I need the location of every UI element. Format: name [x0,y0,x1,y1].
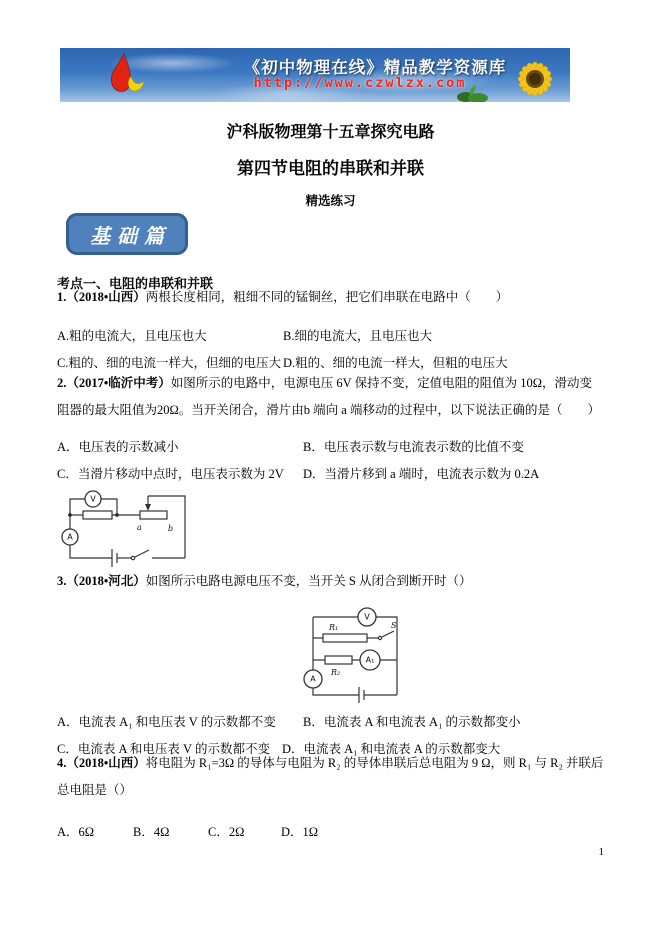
ammeter-label: A [310,674,316,684]
resistor-r1-label: R₁ [329,623,339,632]
option-4a: A．6Ω [57,825,95,839]
option-3d: D．电流表 A₁ 和电流表 A 的示数都变大 [282,742,501,756]
ammeter-a1-label: A₁ [365,655,375,665]
banner-site-title: 《初中物理在线》精品教学资源库 [243,58,507,77]
option-2c: C．当滑片移动中点时，电压表示数为 2V [57,467,284,481]
option-4d: D．1Ω [281,825,319,839]
resistor-r2-symbol [325,656,352,664]
switch-lever [382,631,394,637]
switch-label: S [391,621,397,630]
option-3c: C．电流表 A 和电压表 V 的示数都不变 [57,742,270,756]
question-2-options-row-2 [57,464,604,482]
subtitle: 精选练习 [305,194,356,208]
question-3-options-row-1 [57,712,604,730]
site-banner [60,48,570,102]
question-4-text: 将电阻为 R₁=3Ω 的导体与电阻为 R₂ 的导体串联后总电阻为 9 Ω，则 R₁ 与 R₂ 并联后总电阻是（） [57,756,604,797]
sunflower-icon [502,54,564,102]
page-number: 1 [598,846,604,858]
switch-pivot [378,636,381,639]
resistor-r2-label: R₂ [331,668,341,677]
ammeter-label: A [67,532,73,542]
terminal-b-label: b [168,524,174,533]
option-4c: C．2Ω [208,825,245,839]
question-3-circuit-diagram [303,607,405,707]
resistor-r1-symbol [323,634,367,642]
question-1-text: 两根长度相同，粗细不同的锰铜丝，把它们串联在电路中（ ） [145,290,509,304]
question-4-stem [57,750,604,804]
section-title: 第四节电阻的串联和并联 [237,159,424,178]
option-1b: B.细的电流大，且电压也大 [283,329,432,343]
plant-icon [456,82,490,102]
option-2b: B．电压表示数与电流表示数的比值不变 [303,440,524,454]
fixed-resistor-symbol [83,511,112,519]
question-2-number: 2.（2017•临沂中考） [57,376,171,390]
question-4-number: 4.（2018•山西） [57,756,146,770]
basics-badge: 基础篇 [66,213,188,255]
question-2-options-row-1 [57,437,604,455]
banner-site-url[interactable]: http://www.czwlzx.com [253,75,467,91]
rheostat-symbol [140,511,167,519]
question-1-options-row-1 [57,326,604,344]
option-3a: A．电流表 A₁ 和电压表 V 的示数都不变 [57,715,276,729]
chapter-title: 沪科版物理第十五章探究电路 [226,124,435,141]
question-2-stem [57,370,604,424]
switch-lever [135,550,149,557]
question-3-stem [57,568,604,595]
terminal-a-label: a [137,523,142,532]
rheostat-slider-arrow [145,504,151,511]
question-1-number: 1.（2018•山西） [57,290,146,304]
question-2-text: 如图所示的电路中，电源电压 6V 保持不变，定值电阻的阻值为 10Ω，滑动变阻器的最大阻值为20Ω。当开关闭合，滑片由b 端向 a 端移动的过程中，以下说法正确的是（ ） [57,376,600,417]
question-4-options-row [57,822,604,840]
voltmeter-label: V [364,612,370,622]
topic-heading: 考点一、电阻的串联和并联 [57,276,214,291]
option-2a: A．电压表的示数减小 [57,440,179,454]
option-1a: A.粗的电流大，且电压也大 [57,329,207,343]
option-1c: C.粗的、细的电流一样大，但细的电压大 [57,356,281,370]
switch-pivot [131,556,134,559]
voltmeter-label: V [90,494,96,504]
question-1-stem [57,284,604,311]
option-3b: B．电流表 A 和电流表 A₁ 的示数都变小 [303,715,521,729]
question-3-text: 如图所示电路电源电压不变，当开关 S 从闭合到断开时（） [145,574,472,588]
option-4b: B．4Ω [133,825,170,839]
question-1-options-row-2 [57,353,604,371]
option-2d: D．当滑片移到 a 端时，电流表示数为 0.2A [303,467,540,481]
question-3-number: 3.（2018•河北） [57,574,146,588]
site-logo-icon [102,52,148,98]
option-1d: D.粗的、细的电流一样大，但粗的电压大 [283,356,508,370]
